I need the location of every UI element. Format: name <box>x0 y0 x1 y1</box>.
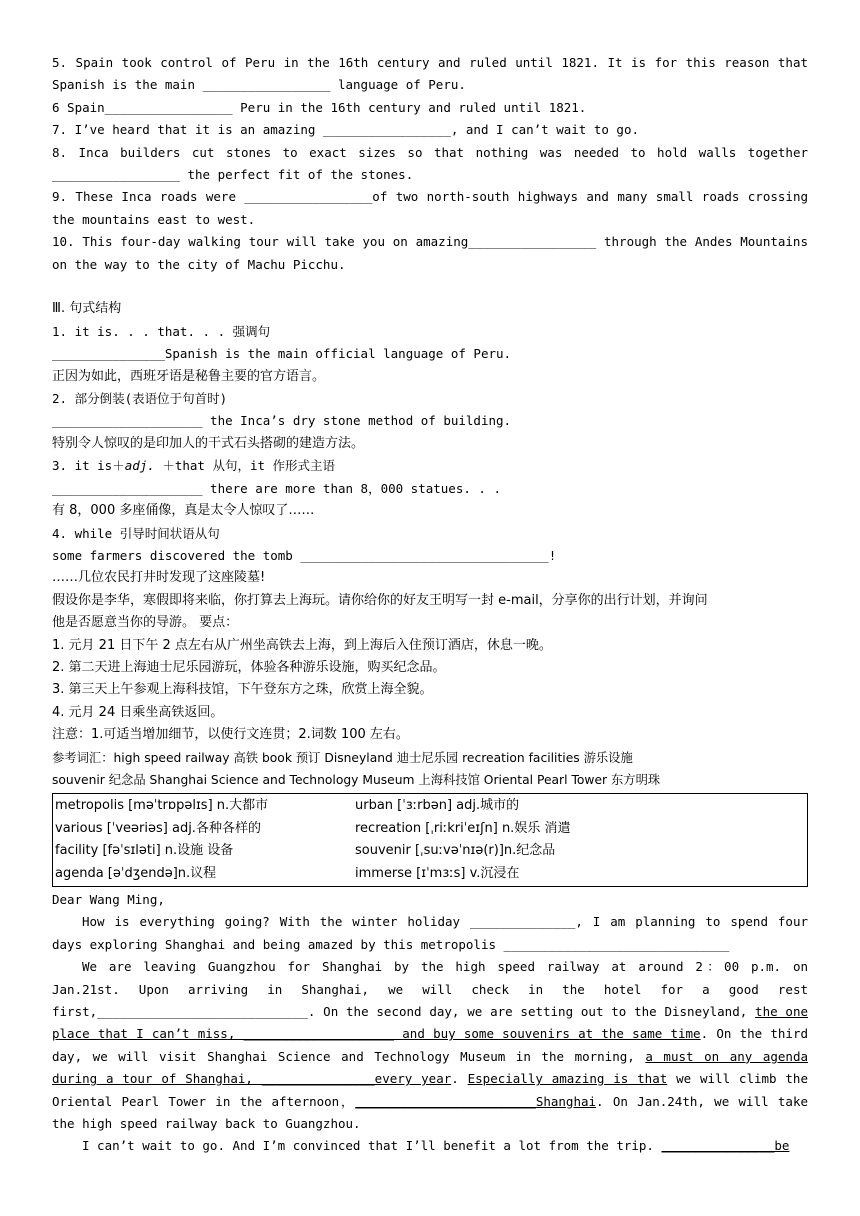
letter-greeting: Dear Wang Ming, <box>52 892 165 908</box>
structure-translation: 有 8，000 多座俑像，真是太令人惊叹了…… <box>52 503 315 519</box>
section-heading: Ⅲ. 句式结构 <box>52 301 122 317</box>
structure-title: 2. 部分倒装(表语位于句首时) <box>52 391 228 407</box>
letter-paragraph: How is everything going? With the winter holiday ______________, I am planning to spend four days exploring Shanghai and being amazed by this metropolis ______________________________ <box>52 914 808 952</box>
task-point: 4. 元月 24 日乘坐高铁返回。 <box>52 704 224 720</box>
structure-title: 4. while 引导时间状语从句 <box>52 525 220 541</box>
structure-sentence: ____________________ there are more than 8，000 statues. . . <box>52 480 501 496</box>
vocab-row: metropolis [məˈtrɒpəlɪs] n.大都市 urban [ˈɜːrbən] adj.城市的 <box>55 798 520 814</box>
vocab-exercises <box>52 52 808 276</box>
letter <box>52 889 808 1158</box>
task-point: 2. 第二天进上海迪士尼乐园游玩，体验各种游乐设施，购买纪念品。 <box>52 659 446 675</box>
task-point: 3. 第三天上午参观上海科技馆，下午登东方之珠，欣赏上海全貌。 <box>52 682 433 698</box>
letter-paragraph: We are leaving Guangzhou for Shanghai by the high speed railway at around 2：00 p.m. on Jan.21st. Upon arriving in Shanghai, we will check in the hotel for a good rest first,____________________________. On the second day, we are setting out to the Disneyland, the one place that I can’t miss, ____________________ and buy some souvenirs at the same time. On the third day, we will visit Shanghai Science and Technology Museum in the morning, a must on any agenda during a tour of Shanghai, _______________every year. Especially amazing is that we will climb the Oriental Pearl Tower in the afternoon，________________________Shanghai. On Jan.24th, we will take the high speed railway back to Guangzhou. <box>52 959 809 1132</box>
letter-paragraph: I can’t wait to go. And I’m convinced that I’ll benefit a lot from the trip. _______________be <box>82 1138 790 1154</box>
structure-sentence: ____________________ the Inca’s dry stone method of building. <box>52 413 512 429</box>
exercise-line: on the way to the city of Machu Picchu. <box>52 256 346 272</box>
reference-words: 参考词汇：high speed railway 高铁 book 预订 Disneyland 迪士尼乐园 recreation facilities 游乐设施 <box>52 750 633 765</box>
exercise-line: 10. This four-day walking tour will take you on amazing_________________ through the Andes Mountains <box>52 234 808 250</box>
vocab-row: agenda [əˈdʒendə]n.议程 immerse [ɪˈmɜːs] v.沉浸在 <box>55 865 520 881</box>
vocabulary-box <box>52 793 808 887</box>
exercise-line: Spanish is the main _________________ language of Peru. <box>52 77 466 93</box>
structure-title: 1. it is. . . that. . . 强调句 <box>52 323 271 339</box>
exercise-line: 5. Spain took control of Peru in the 16th century and ruled until 1821. It is for this reason that <box>52 55 808 70</box>
structure-sentence: _______________Spanish is the main official language of Peru. <box>52 346 512 362</box>
structure-sentence: some farmers discovered the tomb _________________________________! <box>52 547 557 563</box>
writing-task <box>52 590 808 792</box>
sentence-structure-section <box>52 298 808 589</box>
exercise-line: the mountains east to west. <box>52 211 256 227</box>
exercise-line: _________________ the perfect fit of the stones. <box>52 167 414 183</box>
exercise-line: 6 Spain_________________ Peru in the 16th century and ruled until 1821. <box>52 99 587 115</box>
structure-translation: 特别令人惊叹的是印加人的干式石头搭砌的建造方法。 <box>52 435 365 451</box>
task-note: 注意：1.可适当增加细节，以使行文连贯；2.词数 100 左右。 <box>52 727 409 743</box>
vocab-row: facility [fəˈsɪləti] n.设施 设备 souvenir [ˌsuːvəˈnɪə(r)]n.纪念品 <box>55 843 556 859</box>
task-point: 1. 元月 21 日下午 2 点左右从广州坐高铁去上海，到上海后入住预订酒店，休息一晚。 <box>52 637 552 653</box>
structure-translation: ……几位农民打井时发现了这座陵墓! <box>52 570 266 586</box>
reference-words: souvenir 纪念品 Shanghai Science and Technology Museum 上海科技馆 Oriental Pearl Tower 东方明珠 <box>52 772 661 787</box>
worksheet-page <box>52 52 808 1158</box>
structure-translation: 正因为如此，西班牙语是秘鲁主要的官方语言。 <box>52 368 326 384</box>
exercise-line: 9. These Inca roads were _________________of two north-south highways and many small roads crossing <box>52 189 808 205</box>
exercise-line: 7. I’ve heard that it is an amazing _________________, and I can’t wait to go. <box>52 122 639 138</box>
structure-title: 3. it is＋adj. ＋that 从句，it 作形式主语 <box>52 458 336 474</box>
vocab-row: various [ˈveəriəs] adj.各种各样的 recreation [ˌriːkriˈeɪʃn] n.娱乐 消遣 <box>55 820 571 836</box>
task-prompt: 他是否愿意当你的导游。 要点： <box>52 615 239 631</box>
task-prompt: 假设你是李华，寒假即将来临，你打算去上海玩。请你给你的好友王明写一封 e-mail，分享你的出行计划，并询问 <box>52 592 708 608</box>
exercise-line: 8. Inca builders cut stones to exact sizes so that nothing was needed to hold walls together <box>52 144 808 160</box>
